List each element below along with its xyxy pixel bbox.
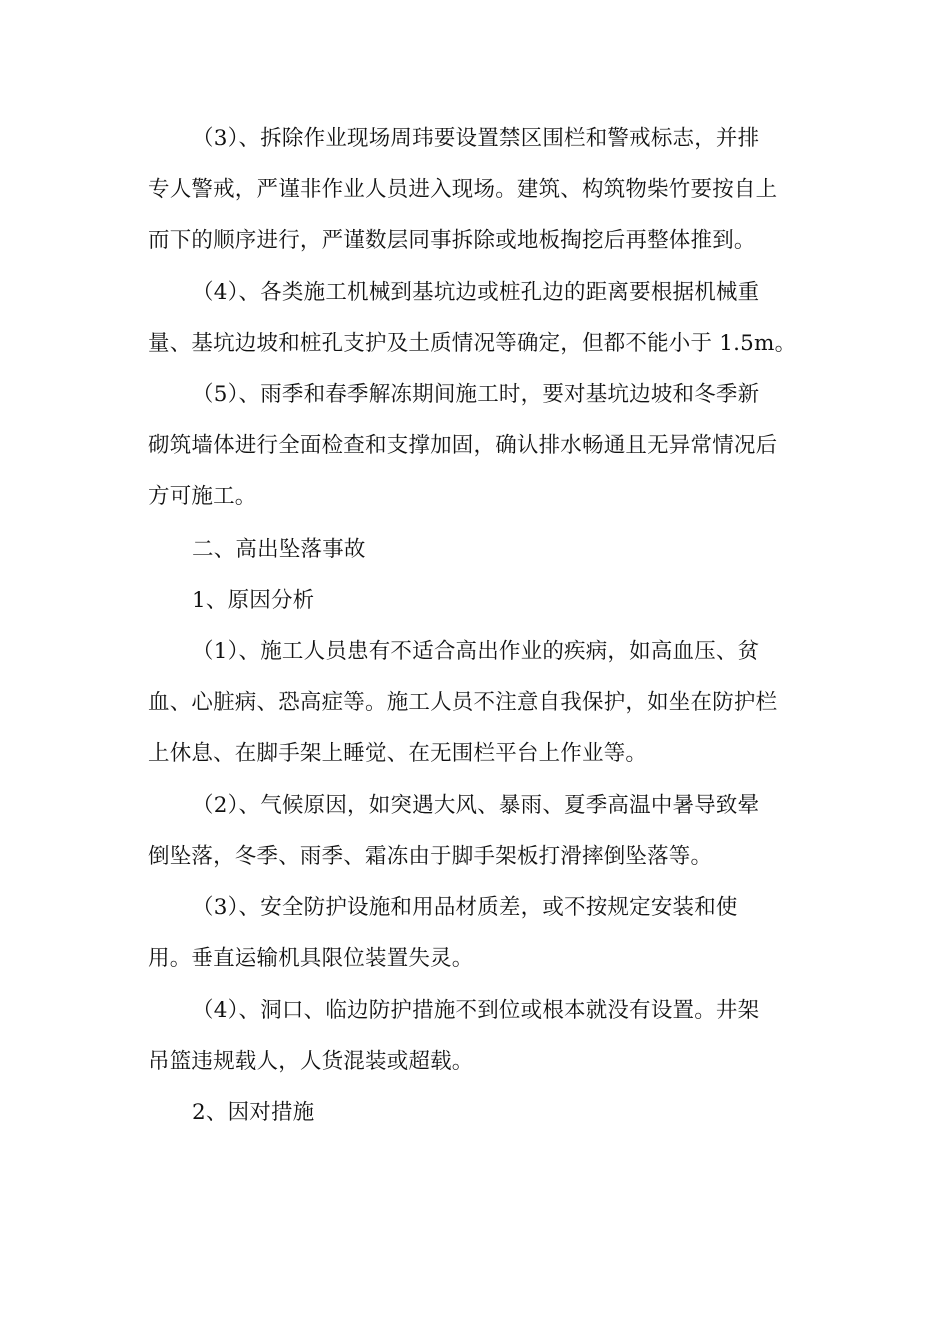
paragraph-line: （5）、雨季和春季解冻期间施工时，要对基坑边坡和冬季新	[192, 382, 760, 407]
paragraph-line: （4）、洞口、临边防护措施不到位或根本就没有设置。井架	[192, 998, 760, 1023]
paragraph-line: 用。垂直运输机具限位装置失灵。	[148, 946, 474, 971]
paragraph-line: 量、基坑边坡和桩孔支护及土质情况等确定，但都不能小于 1.5m。	[148, 331, 797, 356]
paragraph-line: 砌筑墙体进行全面检查和支撑加固，确认排水畅通且无异常情况后	[148, 433, 778, 458]
paragraph-line: （3）、拆除作业现场周玮要设置禁区围栏和警戒标志，并排	[192, 126, 760, 151]
paragraph-line: 而下的顺序进行，严谨数层同事拆除或地板掏挖后再整体推到。	[148, 228, 756, 253]
paragraph-line: 上休息、在脚手架上睡觉、在无围栏平台上作业等。	[148, 741, 648, 766]
paragraph-line: （1）、施工人员患有不适合高出作业的疾病，如高血压、贫	[192, 639, 760, 664]
paragraph-line: 吊篮违规载人，人货混装或超载。	[148, 1049, 474, 1074]
subsection-heading: 2、因对措施	[192, 1100, 315, 1125]
paragraph-line: 方可施工。	[148, 484, 257, 509]
paragraph-line: （4）、各类施工机械到基坑边或桩孔边的距离要根据机械重	[192, 280, 760, 305]
paragraph-line: （2）、气候原因，如突遇大风、暴雨、夏季高温中暑导致晕	[192, 793, 760, 818]
paragraph-line: 倒坠落，冬季、雨季、霜冻由于脚手架板打滑摔倒坠落等。	[148, 844, 713, 869]
subsection-heading: 1、原因分析	[192, 588, 315, 613]
section-heading: 二、高出坠落事故	[192, 537, 366, 562]
paragraph-line: （3）、安全防护设施和用品材质差，或不按规定安装和使	[192, 895, 738, 920]
paragraph-line: 血、心脏病、恐高症等。施工人员不注意自我保护，如坐在防护栏	[148, 690, 778, 715]
paragraph-line: 专人警戒，严谨非作业人员进入现场。建筑、构筑物柴竹要按自上	[148, 177, 778, 202]
